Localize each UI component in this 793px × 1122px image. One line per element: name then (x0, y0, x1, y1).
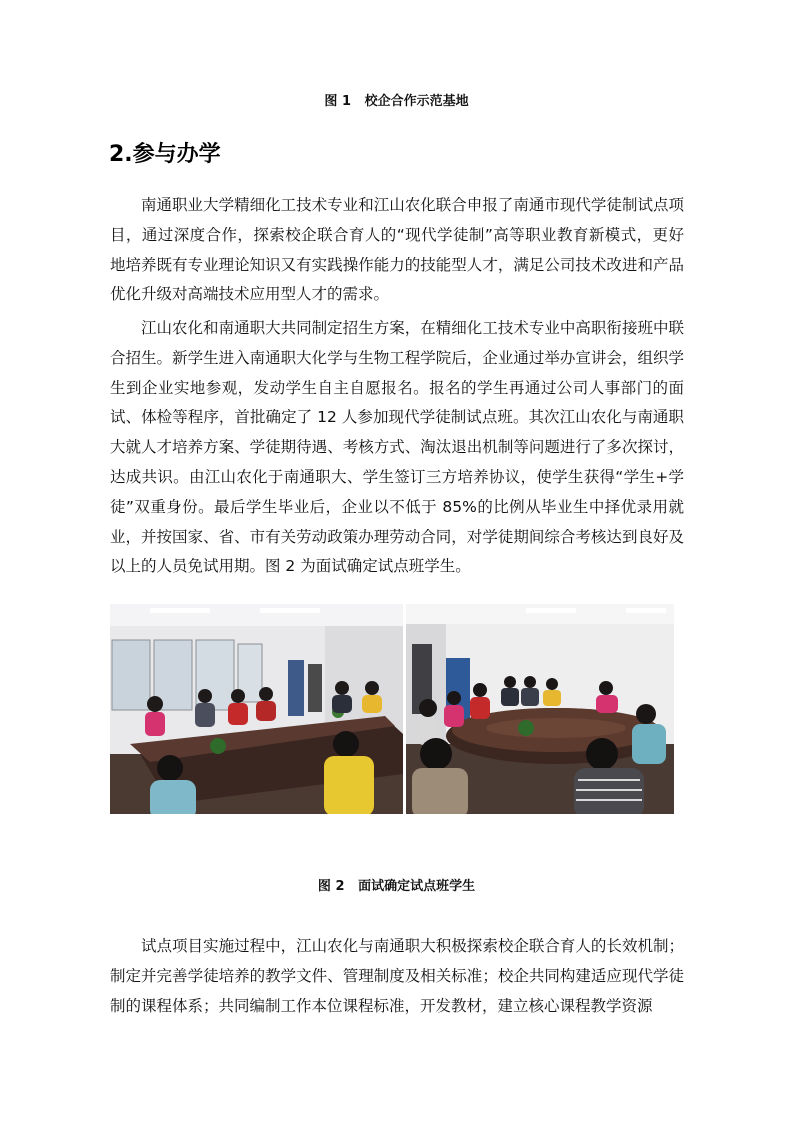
figure-2-caption: 图 2 面试确定试点班学生 (317, 879, 476, 894)
figure-1-caption: 图 1 校企合作示范基地 (324, 94, 469, 109)
meeting-photo-left (110, 604, 403, 814)
meeting-photo-right (406, 604, 674, 814)
body-paragraph-3: 试点项目实施过程中，江山农化与南通职大积极探索校企联合育人的长效机制；制定并完善学徒培养的教学文件、管理制度及相关标准；校企共同构建适应现代学徒制的课程体系；共同编制工作本位课程标准，开发教材，建立核心课程教学资源 (110, 937, 684, 1015)
body-paragraph-2: 江山农化和南通职大共同制定招生方案，在精细化工技术专业中高职衔接班中联合招生。新学生进入南通职大化学与生物工程学院后，企业通过举办宣讲会，组织学生到企业实地参观，发动学生自主自愿报名。报名的学生再通过公司人事部门的面试、体检等程序，首批确定了 12 人参加现代学徒制试点班。其次江山农化与南通职大就人才培养方案、学徒期待遇、考核方式、淘汰退出机制等问题进行了多次探讨，达成共识。由江山农化于南通职大、学生签订三方培养协议，使学生获得“学生+学徒”双重身份。最后学生毕业后，企业以不低于 85%的比例从毕业生中择优录用就业，并按国家、省、市有关劳动政策办理劳动合同，对学徒期间综合考核达到良好及以上的人员免试用期。图 2 为面试确定试点班学生。 (110, 319, 684, 576)
body-paragraph-1: 南通职业大学精细化工技术专业和江山农化联合申报了南通市现代学徒制试点项目，通过深度合作，探索校企联合育人的“现代学徒制”高等职业教育新模式，更好地培养既有专业理论知识又有实践操作能力的技能型人才，满足公司技术改进和产品优化升级对高端技术应用型人才的需求。 (110, 196, 684, 304)
section-heading: 2.参与办学 (109, 142, 221, 167)
